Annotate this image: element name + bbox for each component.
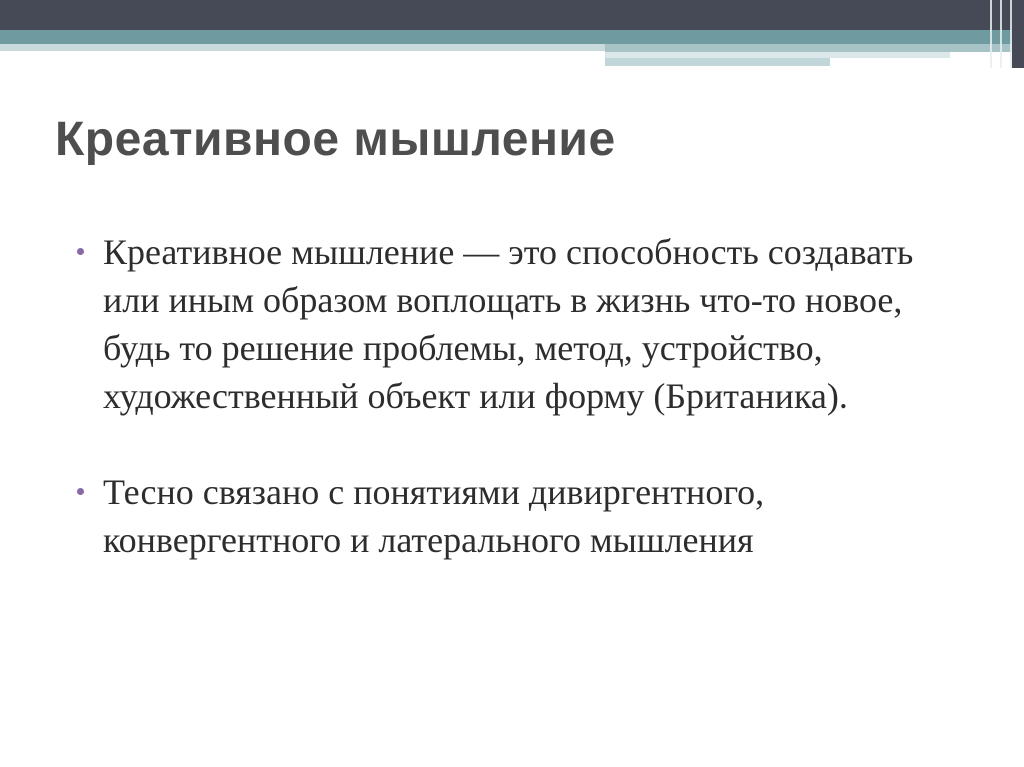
header-step-1 <box>605 44 1024 52</box>
header-step-3 <box>605 58 830 66</box>
bullet-item-definition <box>73 228 953 420</box>
bullet-list <box>73 228 953 612</box>
bullet-dot-icon <box>77 248 84 255</box>
bullet-dot-icon <box>77 488 84 495</box>
slide-title: Креативное мышление <box>55 113 616 166</box>
bullet-text-definition: Креативное мышление — это способность создавать или иным образом воплощать в жизнь что-то новое, будь то решение проблемы, метод, устройство, художественный объект или форму (Британика). <box>103 232 914 416</box>
header-band-teal <box>0 30 1024 44</box>
header-right-strip <box>1012 0 1024 68</box>
header-band-dark <box>0 0 1024 30</box>
bullet-item-related <box>73 468 953 564</box>
bullet-text-related: Тесно связано с понятиями дивиргентного, конвергентного и латерального мышления <box>103 472 765 560</box>
header-band-light <box>0 44 605 51</box>
header-vertical-lines <box>990 0 1012 68</box>
